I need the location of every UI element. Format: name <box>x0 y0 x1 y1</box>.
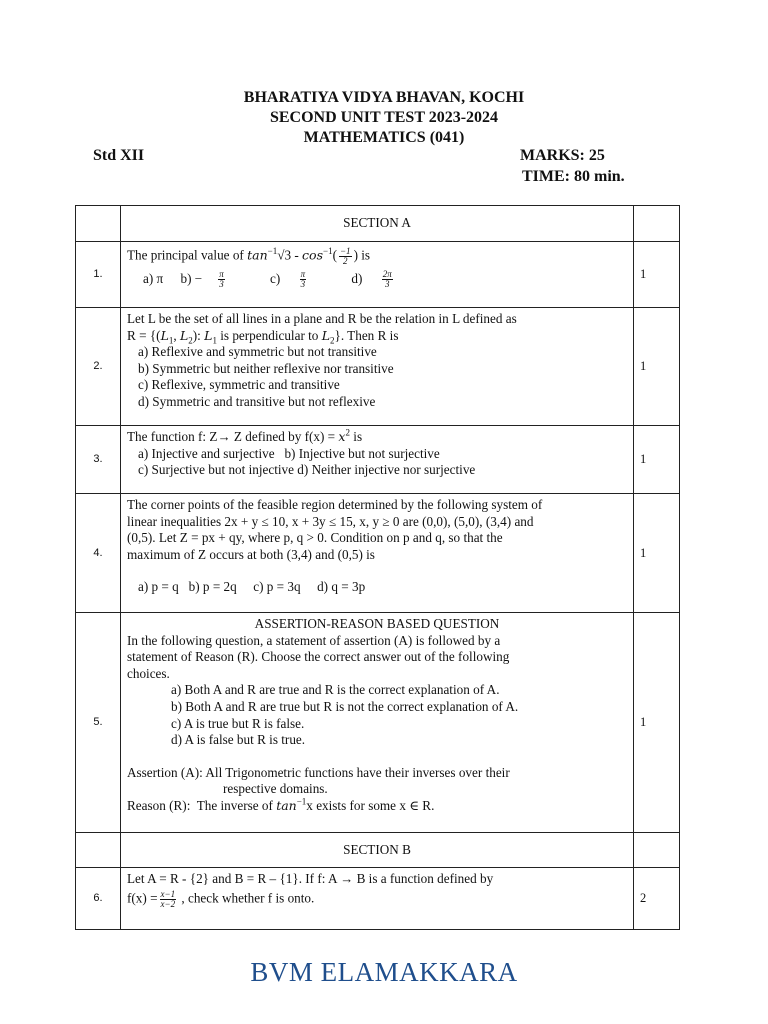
subject-title: MATHEMATICS (041) <box>303 129 465 146</box>
assertion-text-cont: respective domains. <box>223 781 328 797</box>
question-number: 4. <box>76 494 121 613</box>
option-d: d) Symmetric and transitive but not reflexive <box>138 393 376 409</box>
question-marks: 1 <box>634 494 680 613</box>
marks-label: MARKS: 25 <box>520 147 605 164</box>
option-b: b) − $\frac{\pi}{3}$ <box>180 269 224 289</box>
option-d: d) A is false but R is true. <box>171 732 306 748</box>
std-label: Std XII <box>93 147 145 164</box>
school-stamp-text: BVM ELAMAKKARA <box>250 957 518 987</box>
question-text: The function f: Z→ Z defined by $f(x) = x^2$ is a) Injective and surjective b) Injective but not surjective c) Surjective but not injective d) Neither injective nor surjective <box>121 426 634 494</box>
exam-title: SECOND UNIT TEST 2023-2024 <box>269 109 499 126</box>
option-c: c) $\frac{\pi}{3}$ <box>270 269 306 289</box>
school-name: BHARATIYA VIDYA BHAVAN, KOCHI <box>243 89 525 106</box>
question-marks: 1 <box>634 613 680 833</box>
question-row-1 <box>76 242 680 308</box>
section-b-heading: SECTION B <box>121 833 634 868</box>
option-c: c) A is true but R is false. <box>171 715 305 731</box>
option-d: d) $\frac{2\pi}{3}$ <box>351 269 392 289</box>
question-number: 3. <box>76 426 121 494</box>
section-b-row <box>76 833 680 868</box>
question-row-5 <box>76 613 680 833</box>
question-text: Let A = R - {2} and B = R – {1}. If f: A → B is a function defined by f(x) = $\frac{x-1}{x-2}$ , check whether f is onto. <box>121 868 634 930</box>
option-b: b) Both A and R are true but R is not the correct explanation of A. <box>171 698 519 714</box>
question-number: 5. <box>76 613 121 833</box>
option-a: a) Reflexive and symmetric but not transitive <box>138 344 377 360</box>
fraction: $\frac{-1}{2}$ <box>339 246 351 266</box>
question-text: The corner points of the feasible region determined by the following system of linear inequalities 2x + y ≤ 10, x + 3y ≤ 15, x, y ≥ 0 are (0,0), (5,0), (3,4) and (0,5). Let Z = px + qy, where p, q > 0. Condition on p and q, so that the maximum of Z occurs at both (3,4) and (0,5) is a) p = q b) p = 2q c) p = 3q d) q = 3p <box>121 494 634 613</box>
assertion-text: Assertion (A): All Trigonometric functions have their inverses over their <box>127 764 510 780</box>
section-a-row <box>76 206 680 242</box>
reason-text: Reason (R): The inverse of $\tan^{-1}x$ exists for some x ∈ R. <box>127 796 435 813</box>
question-text: ASSERTION-REASON BASED QUESTION In the following question, a statement of assertion (A) is followed by a statement of Reason (R). Choose the correct answer out of the following choices. a) Both A and R are true and R is the correct explanation of A. b) Both A and R are true but R is not the correct explanation of A. c) A is true but R is false. d) A is false but R is true. Assertion (A): All Trigonometric functions have their inverses over their respective domains. Reason (R): The inverse of $\tan^{-1}x$ exists for some x ∈ R. <box>121 613 634 833</box>
options-line-1: a) Injective and surjective b) Injective but not surjective <box>138 445 440 461</box>
question-marks: 2 <box>634 868 680 930</box>
option-c: c) Reflexive, symmetric and transitive <box>138 377 340 393</box>
fraction: $\frac{x-1}{x-2}$ <box>160 888 176 909</box>
question-marks: 1 <box>634 242 680 308</box>
question-number: 1. <box>76 242 121 308</box>
option-a: a) π <box>143 270 164 286</box>
assertion-reason-title: ASSERTION-REASON BASED QUESTION <box>254 616 500 631</box>
question-marks: 1 <box>634 426 680 494</box>
question-number: 2. <box>76 308 121 426</box>
section-a-heading: SECTION A <box>121 206 634 242</box>
question-row-2 <box>76 308 680 426</box>
question-number: 6. <box>76 868 121 930</box>
question-text: The principal value of $\tan^{-1}√3 - \cos^{-1}$( $\frac{-1}{2}$ ) is a) π b) − $\frac{\pi}{3}$ c) $\frac{\pi}{3}$ d) $\frac{2\pi}{3}$ <box>121 242 634 308</box>
question-row-3 <box>76 426 680 494</box>
question-row-4 <box>76 494 680 613</box>
question-marks: 1 <box>634 308 680 426</box>
question-text: Let L be the set of all lines in a plane and R be the relation in L defined as $R = \{(L_1$, $L_2$): $L_1$ is perpendicular to $L_2$}. Then R is a) Reflexive and symmetric but not transitive b) Symmetric but neither reflexive nor transitive c) Reflexive, symmetric and transitive d) Symmetric and transitive but not reflexive <box>121 308 634 426</box>
question-row-6 <box>76 868 680 930</box>
option-a: a) Both A and R are true and R is the correct explanation of A. <box>171 682 500 698</box>
options-line: a) p = q b) p = 2q c) p = 3q d) q = 3p <box>138 579 366 595</box>
options-line-2: c) Surjective but not injective d) Neither injective nor surjective <box>138 462 476 478</box>
question-table <box>75 205 680 930</box>
option-b: b) Symmetric but neither reflexive nor transitive <box>138 360 394 376</box>
time-label: TIME: 80 min. <box>522 168 625 185</box>
